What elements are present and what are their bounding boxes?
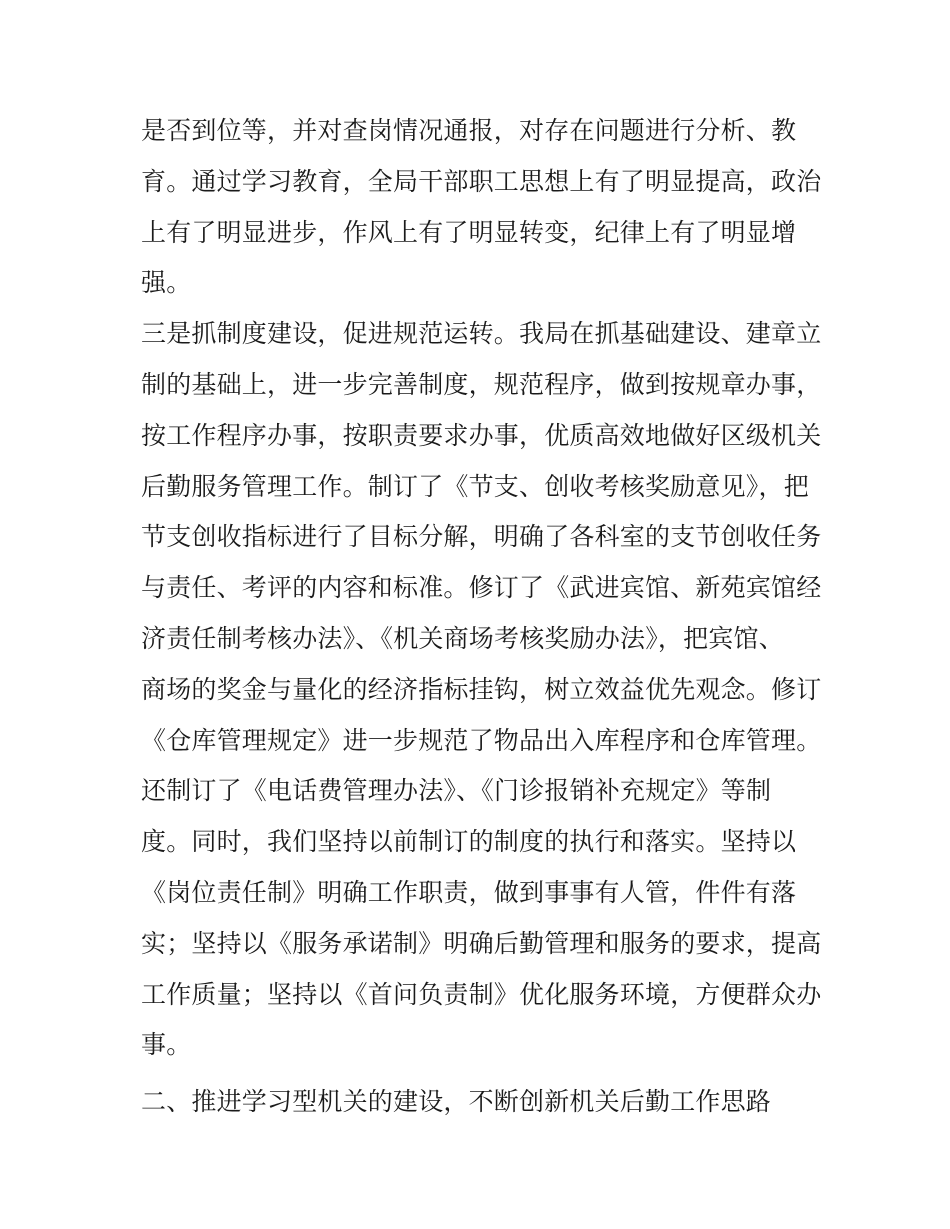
paragraph-inspection-education <box>141 106 821 309</box>
text-line: 按工作程序办事，按职责要求办事，优质高效地做好区级机关 <box>141 420 821 450</box>
text-line: 实；坚持以《服务承诺制》明确后勤管理和服务的要求，提高 <box>141 928 821 958</box>
document-body <box>141 106 821 1128</box>
text-line: 济责任制考核办法》、《机关商场考核奖励办法》，把宾馆、 <box>141 623 784 653</box>
text-line: 与责任、考评的内容和标准。修订了《武进宾馆、新苑宾馆经 <box>141 573 821 603</box>
text-line: 三是抓制度建设，促进规范运转。我局在抓基础建设、建章立 <box>141 319 821 349</box>
text-line: 商场的奖金与量化的经济指标挂钩，树立效益优先观念。修订 <box>141 674 821 704</box>
section-heading: 二、推进学习型机关的建设，不断创新机关后勤工作思路 <box>141 1087 772 1117</box>
text-line: 事。 <box>141 1030 192 1060</box>
text-line: 后勤服务管理工作。制订了《节支、创收考核奖励意见》，把 <box>141 471 809 501</box>
text-line: 度。同时，我们坚持以前制订的制度的执行和落实。坚持以 <box>141 827 797 857</box>
text-line: 工作质量；坚持以《首问负责制》优化服务环境，方便群众办 <box>141 979 821 1009</box>
text-line: 上有了明显进步，作风上有了明显转变，纪律上有了明显增 <box>141 217 797 247</box>
text-line: 强。 <box>141 268 192 298</box>
text-line: 《仓库管理规定》进一步规范了物品出入库程序和仓库管理。 <box>141 725 821 755</box>
text-line: 还制订了《电话费管理办法》、《门诊报销补充规定》等制 <box>141 776 772 806</box>
paragraph-system-building <box>141 309 821 1071</box>
text-line: 制的基础上，进一步完善制度，规范程序，做到按规章办事， <box>141 369 821 399</box>
text-line: 《岗位责任制》明确工作职责，做到事事有人管，件件有落 <box>141 877 797 907</box>
text-line: 节支创收指标进行了目标分解，明确了各科室的支节创收任务 <box>141 522 821 552</box>
text-line: 育。通过学习教育，全局干部职工思想上有了明显提高，政治 <box>141 166 821 196</box>
text-line: 是否到位等，并对查岗情况通报，对存在问题进行分析、教 <box>141 116 797 145</box>
